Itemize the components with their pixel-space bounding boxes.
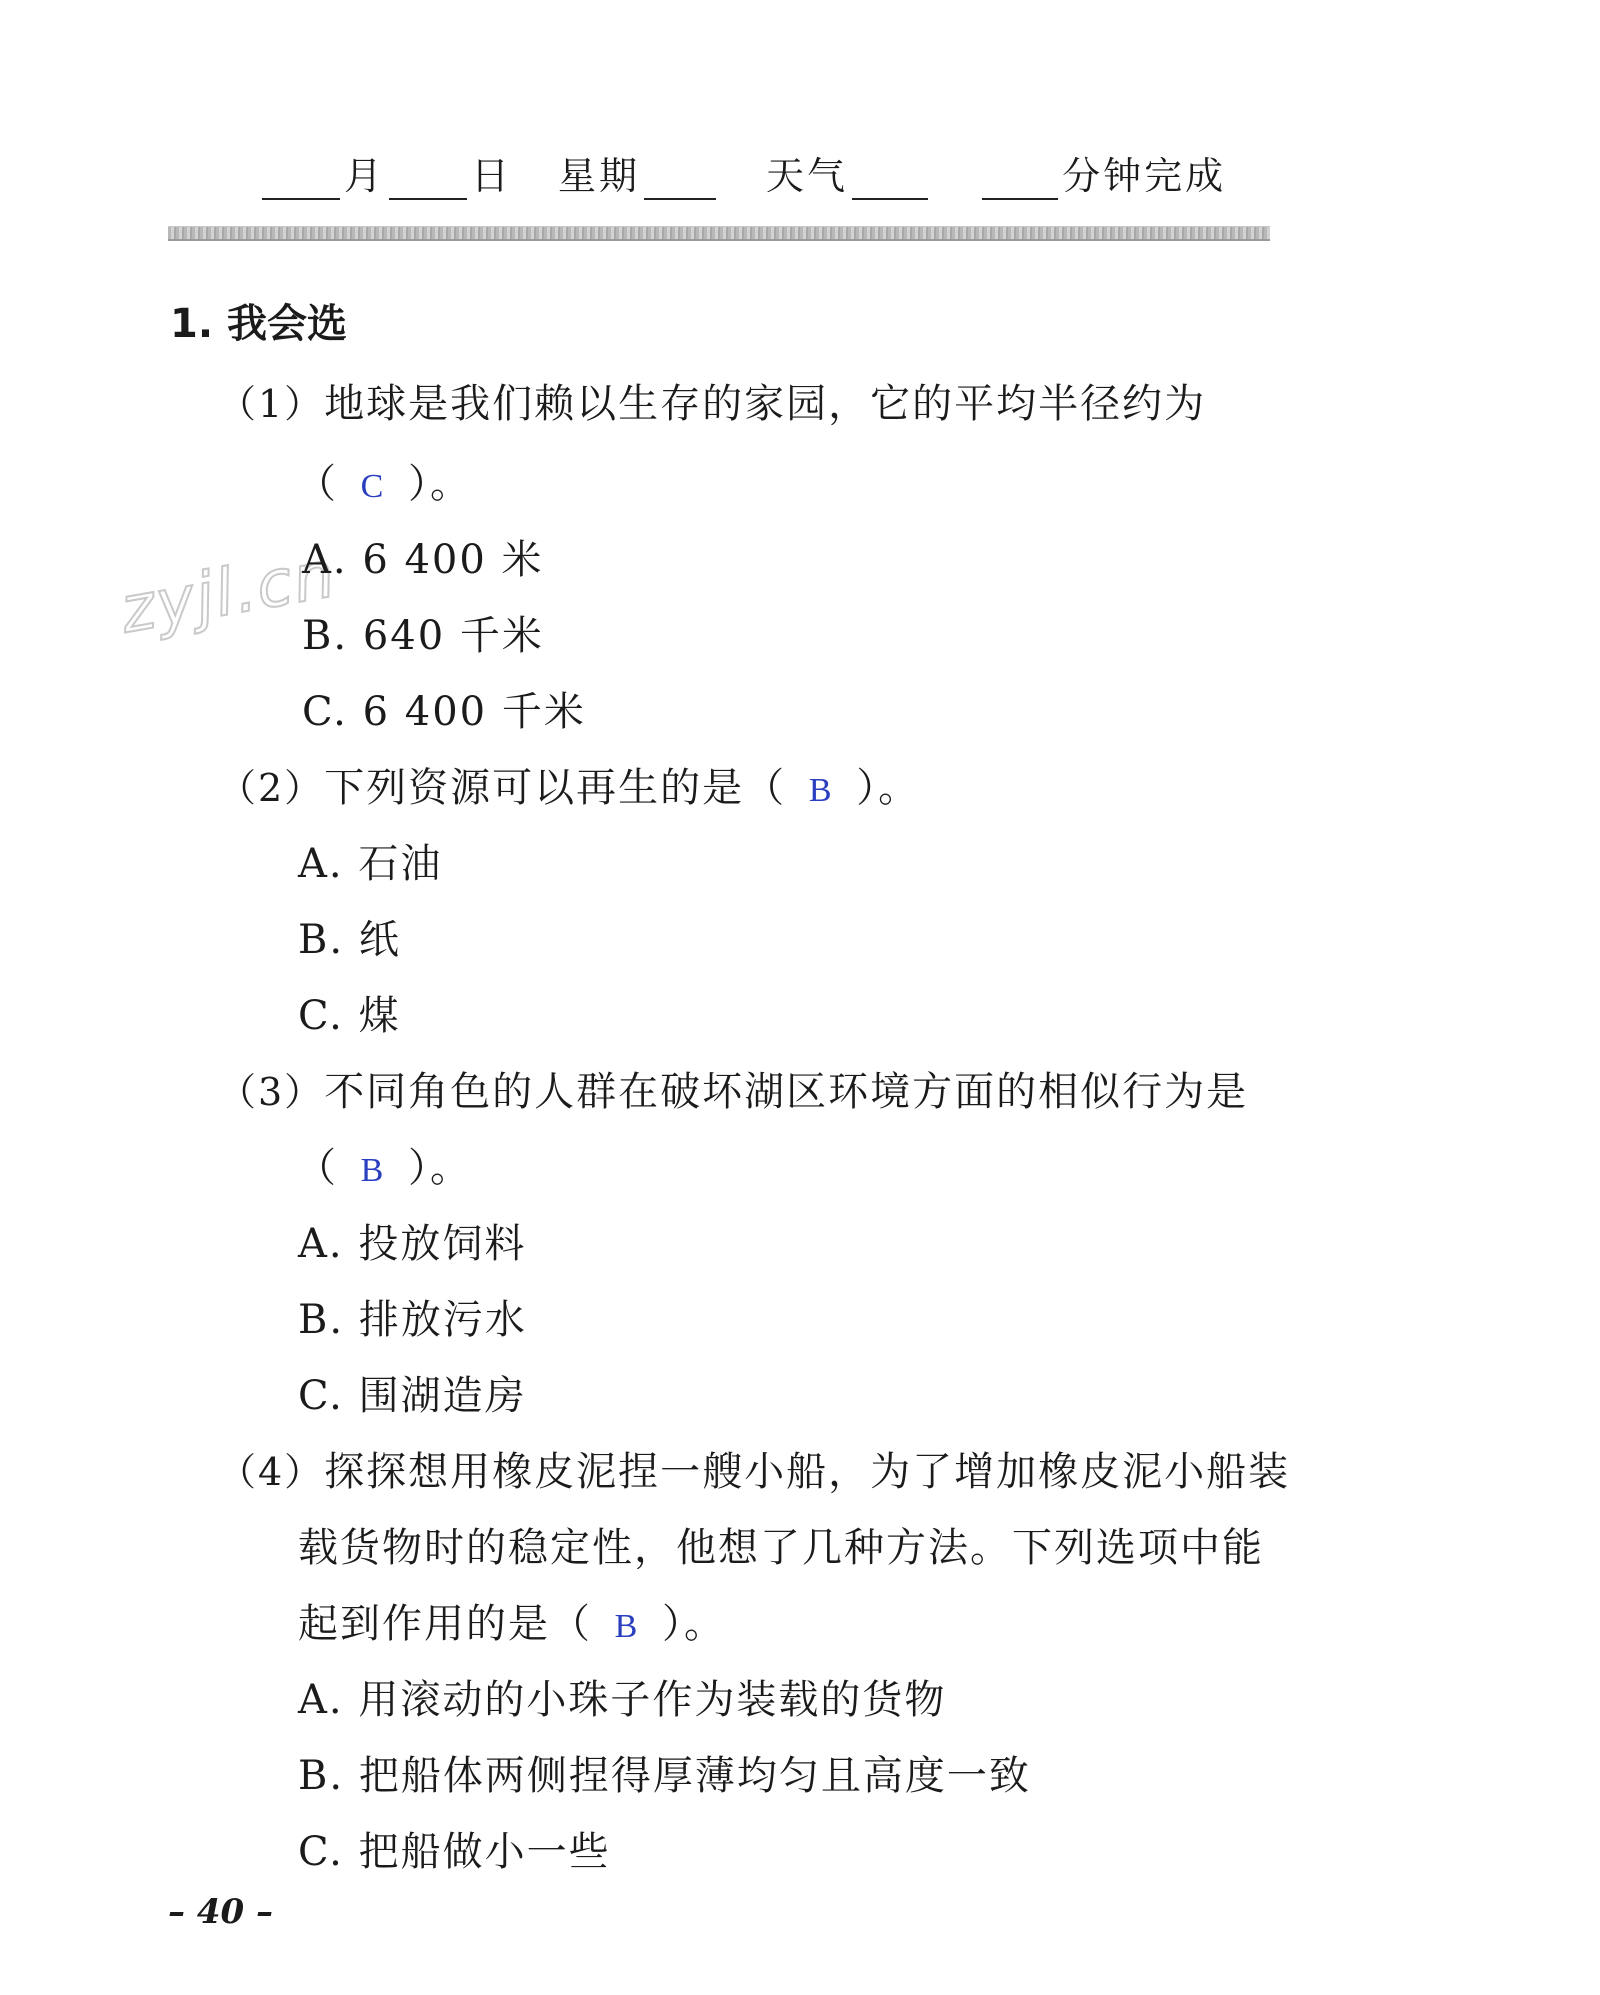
question-2-stem: （2）下列资源可以再生的是（ B ）。	[218, 765, 921, 811]
question-1-stem: （1）地球是我们赖以生存的家园，它的平均半径约为	[218, 381, 1207, 427]
minutes-blank	[982, 154, 1058, 200]
question-4-option-a: A. 用滚动的小珠子作为装载的货物	[298, 1677, 947, 1723]
answer-3[interactable]: B	[360, 1152, 386, 1189]
page-number: – 40 –	[168, 1892, 273, 1932]
month-label: 月	[344, 154, 386, 198]
minutes-label: 分钟完成	[1062, 154, 1227, 198]
weekday-blank	[644, 154, 716, 200]
day-label: 日	[471, 154, 513, 198]
question-2-option-a: A. 石油	[298, 841, 443, 887]
answer-4[interactable]: B	[614, 1608, 640, 1645]
question-1-option-b: B. 640 千米	[302, 613, 544, 659]
question-1-option-c: C. 6 400 千米	[302, 689, 586, 735]
header-divider	[168, 226, 1270, 241]
answer-1[interactable]: C	[360, 468, 386, 505]
day-blank	[389, 154, 467, 200]
question-2-option-b: B. 纸	[298, 917, 401, 963]
question-3-option-a: A. 投放饲料	[298, 1221, 527, 1267]
weather-blank	[852, 154, 928, 200]
question-3-stem: （3）不同角色的人群在破坏湖区环境方面的相似行为是	[218, 1069, 1249, 1115]
question-2-option-c: C. 煤	[298, 993, 401, 1039]
weekday-label: 星期	[558, 154, 641, 198]
answer-2[interactable]: B	[808, 772, 834, 809]
date-header	[258, 140, 1226, 200]
question-3-option-c: C. 围湖造房	[298, 1373, 527, 1419]
question-1-answer-line: （ C ）。	[296, 461, 472, 507]
question-4-option-c: C. 把船做小一些	[298, 1829, 611, 1875]
question-4-option-b: B. 把船体两侧捏得厚薄均匀且高度一致	[298, 1753, 1031, 1799]
weather-label: 天气	[766, 154, 849, 198]
month-blank	[262, 154, 340, 200]
question-1-option-a: A. 6 400 米	[302, 537, 544, 583]
question-4-stem-line1: （4）探探想用橡皮泥捏一艘小船，为了增加橡皮泥小船装	[218, 1449, 1291, 1495]
section-title: 1. 我会选	[170, 301, 347, 347]
question-4-stem-line2: 载货物时的稳定性，他想了几种方法。下列选项中能	[298, 1525, 1264, 1571]
question-4-stem-line3: 起到作用的是（ B ）。	[298, 1601, 726, 1647]
watermark-logo: zyjl.cn	[115, 537, 342, 649]
question-3-option-b: B. 排放污水	[298, 1297, 527, 1343]
question-3-answer-line: （ B ）。	[296, 1145, 472, 1191]
